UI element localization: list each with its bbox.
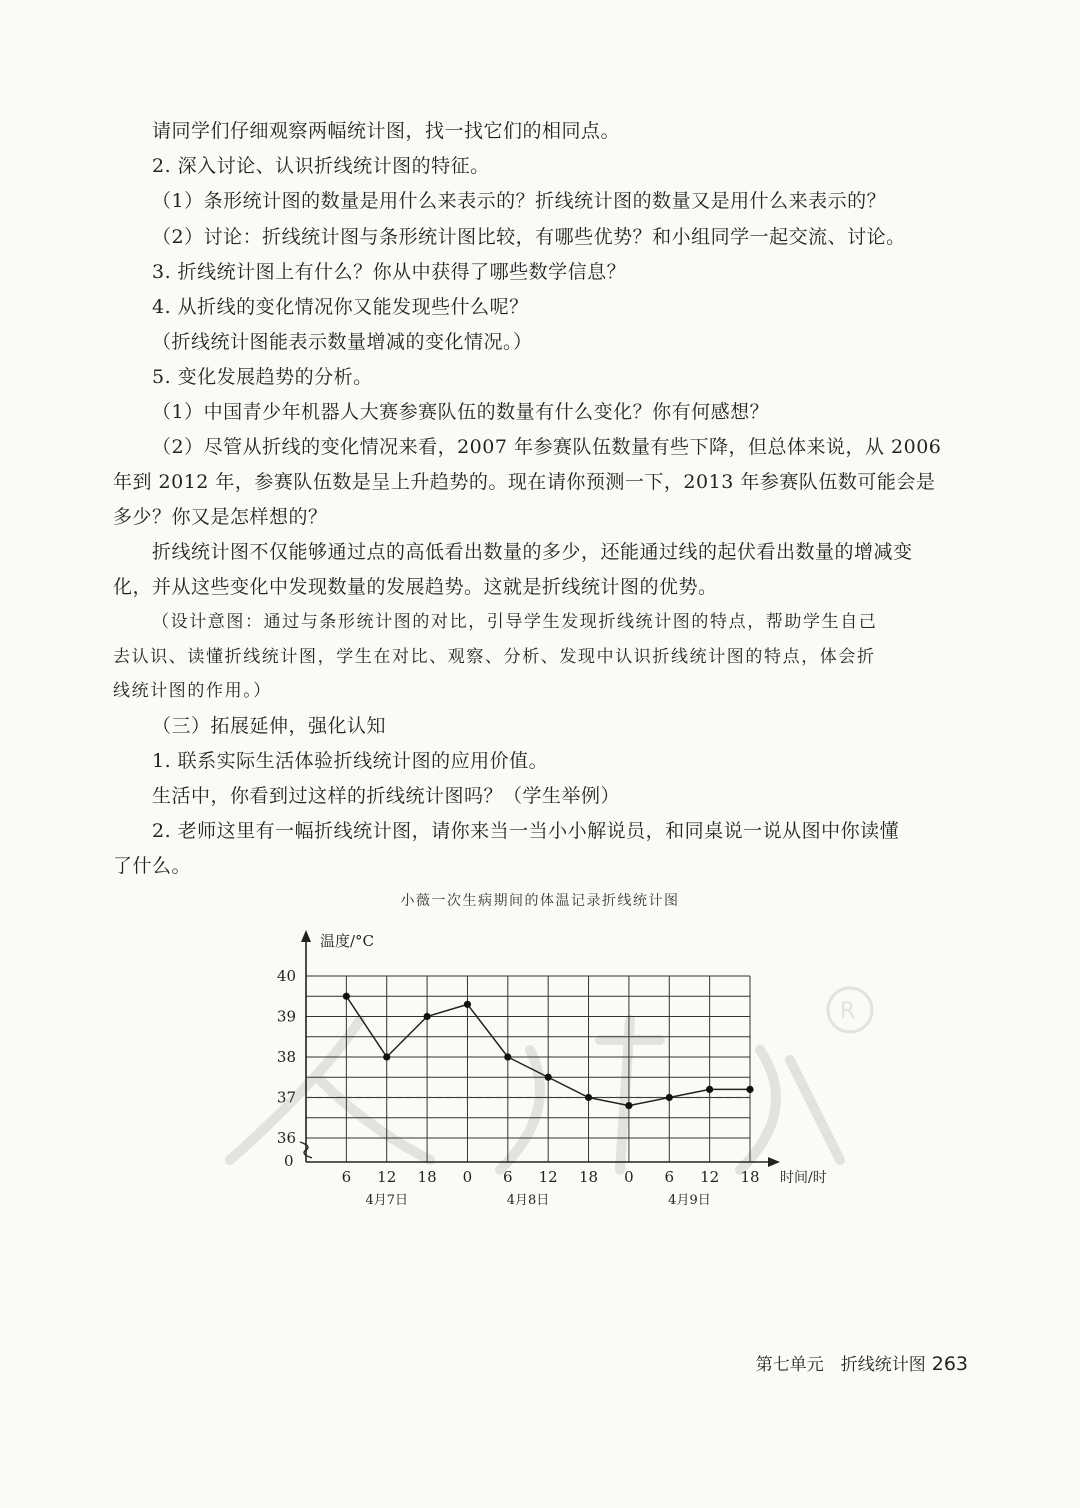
y-tick-label: 39 [276, 1007, 296, 1026]
data-point [666, 1094, 673, 1101]
design-note-line: 去认识、读懂折线统计图，学生在对比、观察、分析、发现中认识折线统计图的特点，体会折 [113, 647, 876, 667]
paragraph-line: 2. 深入讨论、认识折线统计图的特征。 [152, 155, 490, 177]
paragraph-line: 多少？你又是怎样想的？ [113, 506, 328, 528]
chart-title: 小薇一次生病期间的体温记录折线统计图 [400, 893, 680, 909]
temperature-line-chart [270, 920, 827, 1220]
x-tick-label: 12 [538, 1168, 558, 1186]
paragraph-line: 化，并从这些变化中发现数量的发展趋势。这就是折线统计图的优势。 [113, 576, 718, 598]
y-tick-label: 40 [276, 967, 296, 985]
unit-title: 第七单元 折线统计图 [755, 1355, 926, 1375]
x-tick-label: 0 [624, 1168, 634, 1186]
section-heading: （三）拓展延伸，强化认知 [152, 715, 387, 737]
page-number: 263 [931, 1353, 968, 1375]
paragraph-line: 年到 2012 年，参赛队伍数是呈上升趋势的。现在请你预测一下，2013 年参赛队伍数可能会是 [113, 471, 936, 493]
paragraph-line: 3. 折线统计图上有什么？你从中获得了哪些数学信息？ [152, 261, 627, 283]
data-point [504, 1053, 511, 1060]
paragraph-line: 2. 老师这里有一幅折线统计图，请你来当一当小小解说员，和同桌说一说从图中你读懂 [152, 820, 900, 842]
data-point [746, 1086, 753, 1093]
svg-text:R: R [840, 999, 856, 1024]
origin-label: 0 [284, 1152, 294, 1170]
paragraph-line: 1. 联系实际生活体验折线统计图的应用价值。 [152, 750, 549, 772]
data-point [464, 1001, 471, 1008]
y-tick-label: 38 [276, 1048, 296, 1066]
paragraph-line: （折线统计图能表示数量增减的变化情况。） [152, 331, 533, 353]
paragraph-line: （2）尽管从折线的变化情况来看，2007 年参赛队伍数量有些下降，但总体来说，从 2006 [152, 436, 942, 458]
paragraph-line: 5. 变化发展趋势的分析。 [152, 366, 373, 388]
x-tick-label: 12 [377, 1168, 397, 1186]
x-tick-label: 6 [664, 1168, 675, 1186]
data-point [383, 1053, 390, 1060]
design-note-line: 线统计图的作用。） [113, 681, 272, 701]
x-tick-label: 12 [700, 1168, 720, 1186]
x-axis-arrow [768, 1157, 780, 1167]
x-tick-label: 6 [341, 1168, 352, 1186]
x-tick-label: 6 [503, 1168, 513, 1186]
paragraph-line: （1）中国青少年机器人大赛参赛队伍的数量有什么变化？你有何感想？ [152, 401, 770, 423]
x-axis-label: 时间/时 [780, 1170, 827, 1186]
data-point [545, 1074, 552, 1081]
date-group-label: 4月7日 [365, 1193, 409, 1208]
paragraph-line: （2）讨论：折线统计图与条形统计图比较，有哪些优势？和小组同学一起交流、讨论。 [152, 226, 906, 248]
x-tick-label: 18 [740, 1168, 760, 1186]
paragraph-line: 生活中，你看到过这样的折线统计图吗？（学生举例） [152, 785, 621, 807]
data-point [706, 1086, 713, 1093]
chart-grid [306, 976, 750, 1162]
y-axis-label: 温度/°C [320, 932, 375, 950]
y-tick-label: 36 [276, 1129, 296, 1147]
y-axis-break-mark [300, 1142, 312, 1158]
x-tick-label: 18 [578, 1168, 599, 1186]
page-footer [756, 1350, 968, 1375]
paragraph-line: （1）条形统计图的数量是用什么来表示的？折线统计图的数量又是用什么来表示的？ [152, 190, 887, 212]
y-tick-label: 37 [276, 1088, 296, 1107]
data-point [423, 1013, 430, 1020]
date-group-label: 4月8日 [506, 1193, 550, 1208]
x-tick-label: 0 [462, 1168, 473, 1186]
paragraph-line: 请同学们仔细观察两幅统计图，找一找它们的相同点。 [152, 120, 621, 142]
paragraph-line: 折线统计图不仅能够通过点的高低看出数量的多少，还能通过线的起伏看出数量的增减变 [152, 541, 913, 563]
x-tick-label: 18 [417, 1168, 437, 1186]
paragraph-line: 了什么。 [113, 855, 192, 877]
data-point [343, 993, 350, 1000]
y-axis-arrow [301, 930, 311, 942]
date-group-label: 4月9日 [668, 1193, 711, 1208]
paragraph-line: 4. 从折线的变化情况你又能发现些什么呢？ [152, 296, 529, 318]
data-point [585, 1094, 592, 1101]
design-note-line: （设计意图：通过与条形统计图的对比，引导学生发现折线统计图的特点，帮助学生自己 [152, 612, 878, 632]
data-point [625, 1102, 632, 1109]
